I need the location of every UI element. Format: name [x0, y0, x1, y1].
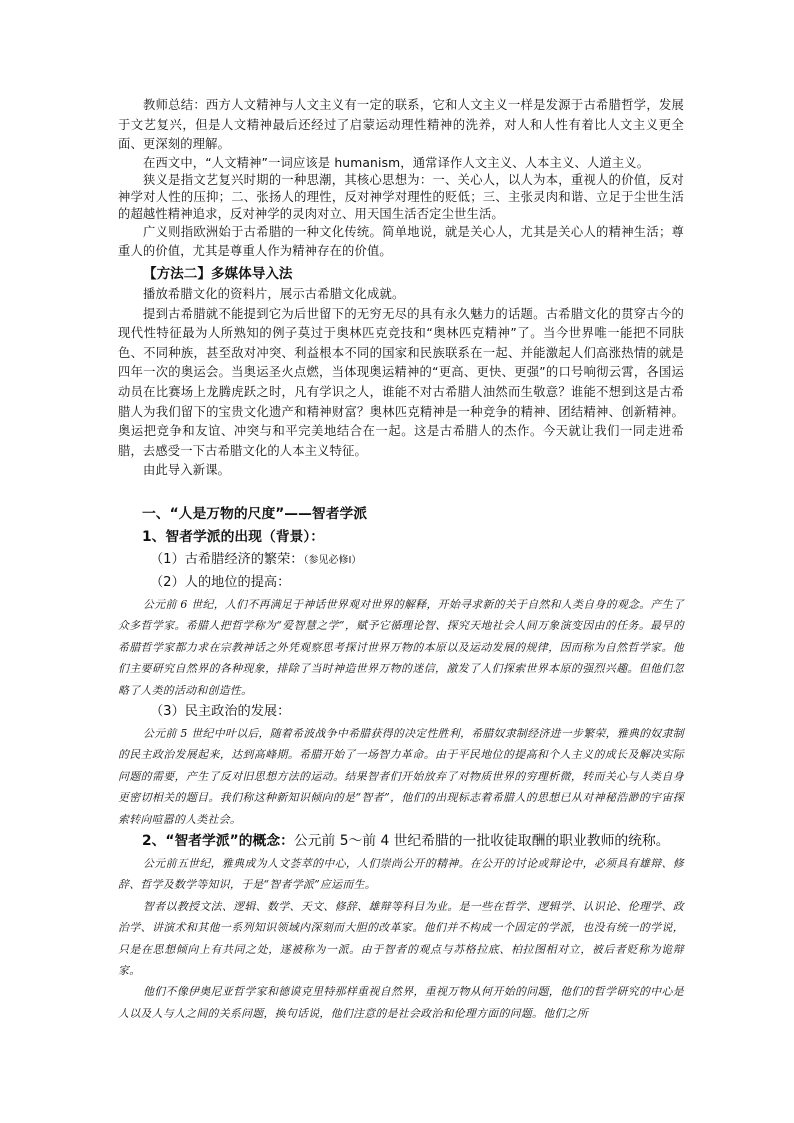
- sophists-concept-label: 2、“智者学派”的概念：: [142, 832, 294, 849]
- sophists-concept: [118, 830, 684, 853]
- sophists-paragraph-a: 公元前五世纪，雅典成为人文荟萃的中心，人们崇尚公开的精神。在公开的讨论或辩论中，必须具有雄辩、修辞、哲学及数学等知识，于是“智者学派”应运而生。: [118, 856, 684, 892]
- human-status-paragraph: 公元前 6 世纪，人们不再满足于神话世界观对世界的解释，开始寻求新的关于自然和人类自身的观念。产生了众多哲学家。希腊人把哲学称为“爱智慧之学”，赋予它循理论智、探究天地社会人间万象演变因由的任务。最早的希腊哲学家都力求在宗教神话之外凭观察思考探讨世界万物的本原以及运动发展的规律，因而称为自然哲学家。他们主要研究自然界的各种现象，排除了当时神造世界万物的迷信，激发了人们探索世界本原的强烈兴趣。但他们忽略了人类的活动和创造性。: [118, 597, 684, 697]
- item-economy-label: （1）古希腊经济的繁荣：: [150, 551, 304, 567]
- item-economy: [118, 549, 684, 572]
- method-two-heading: 【方法二】多媒体导入法: [143, 265, 293, 282]
- humanism-term-paragraph: 在西文中，“人文精神”一词应该是 humanism，通常译作人文主义、人本主义、人道主义。: [143, 155, 650, 170]
- item-economy-note: （参见必修Ⅰ）: [303, 554, 362, 566]
- sophists-paragraph-b: 智者以教授文法、逻辑、数学、天文、修辞、雄辩等科目为业。是一些在哲学、逻辑学、认识论、伦理学、政治学、讲演术和其他一系列知识领域内深刻而大胆的改革家。他们并不构成一个固定的学派，也没有统一的学说，只是在思想倾向上有共同之处，遂被称为一派。由于智者的观点与苏格拉底、柏拉图相对立，被后者贬称为诡辩家。: [118, 899, 684, 977]
- narrow-definition-paragraph: 狭义是指文艺复兴时期的一种思潮，其核心思想为：一、关心人，以人为本，重视人的价值，反对神学对人性的压抑；二、张扬人的理性，反对神学对理性的贬低；三、主张灵肉和谐、立足于尘世生活的超越性精神追求，反对神学的灵肉对立、用天国生活否定尘世生活。: [118, 172, 684, 221]
- teacher-summary-paragraph: 教师总结：西方人文精神与人文主义有一定的联系，它和人文主义一样是发源于古希腊哲学，发展于文艺复兴，但是人文精神最后还经过了启蒙运动理性精神的洗养，对人和人性有着比人文主义更全面、更深刻的理解。: [118, 98, 684, 152]
- method-two-intro: 播放希腊文化的资料片，展示古希腊文化成就。: [143, 286, 405, 301]
- spacer: [118, 481, 684, 503]
- item-human-status: （2）人的地位的提高：: [150, 574, 291, 590]
- sophists-concept-text: 公元前 5～前 4 世纪希腊的一批收徒取酬的职业教师的统称。: [293, 832, 670, 849]
- subsection-background-heading: 1、智者学派的出现（背景）：: [142, 528, 325, 545]
- document-body: [118, 96, 684, 1024]
- democracy-paragraph: 公元前 5 世纪中叶以后，随着希波战争中希腊获得的决定性胜利，希腊奴隶制经济进一步繁荣，雅典的奴隶制的民主政治发展起来，达到高峰期。希腊开始了一场智力革命。由于平民地位的提高和个人主义的成长及解决实际问题的需要，产生了反对旧思想方法的运动。结果智者们开始放弃了对物质世界的穷理析微，转而关心与人类自身更密切相关的题目。我们称这种新知识倾向的是“智者”，他们的出现标志着希腊人的思想已从对神秘浩渺的宇宙探索转向喧嚣的人类社会。: [118, 726, 684, 826]
- lead-in-line: 由此导入新课。: [143, 463, 231, 478]
- item-democracy: （3）民主政治的发展：: [150, 703, 291, 719]
- broad-definition-paragraph: 广义则指欧洲始于古希腊的一种文化传统。简单地说，就是关心人，尤其是关心人的精神生活；尊重人的价值，尤其是尊重人作为精神存在的价值。: [118, 224, 684, 259]
- sophists-paragraph-c: 他们不像伊奥尼亚哲学家和德谟克里特那样重视自然界，重视万物从何开始的问题，他们的哲学研究的中心是人以及人与人之间的关系问题，换句话说，他们注意的是社会政治和伦理方面的问题。他们之所: [118, 985, 684, 1020]
- olympic-paragraph: 提到古希腊就不能提到它为后世留下的无穷无尽的具有永久魅力的话题。古希腊文化的贯穿古今的现代性特征最为人所熟知的例子莫过于奥林匹克竞技和“奥林匹克精神”了。当今世界唯一能把不同肤色、不同种族，甚至敌对冲突、利益根本不同的国家和民族联系在一起、并能激起人们高涨热情的就是四年一次的奥运会。当奥运圣火点燃，当体现奥运精神的“更高、更快、更强”的口号响彻云霄，各国运动员在比赛场上龙腾虎跃之时，凡有学识之人，谁能不对古希腊人油然而生敬意？谁能不想到这是古希腊人为我们留下的宝贵文化遗产和精神财富？奥林匹克精神是一种竞争的精神、团结精神、创新精神。奥运把竞争和友谊、冲突与和平完美地结合在一起。这是古希腊人的杰作。今天就让我们一同走进希腊，去感受一下古希腊文化的人本主义特征。: [118, 306, 684, 458]
- section-title: 一、“人是万物的尺度”——智者学派: [142, 505, 368, 522]
